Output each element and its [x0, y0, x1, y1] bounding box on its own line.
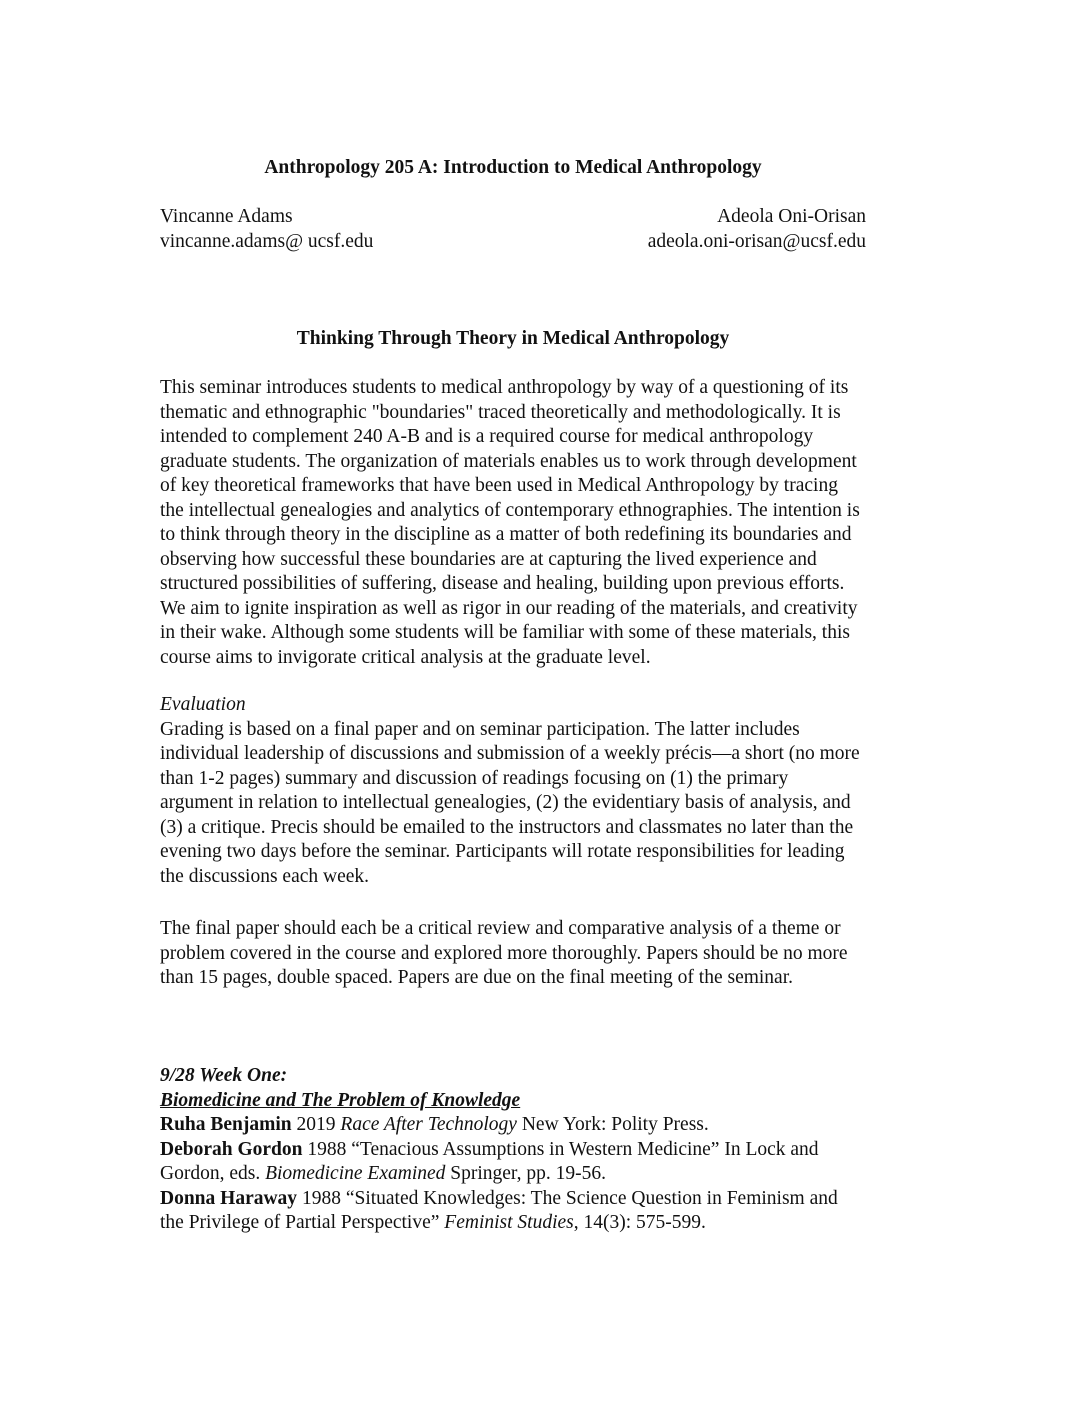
intro-paragraph	[160, 376, 930, 670]
paragraph-line: problem covered in the course and explored more thoroughly. Papers should be no more	[160, 942, 848, 964]
paragraph-line: We aim to ignite inspiration as well as rigor in our reading of the materials, and creativity	[160, 597, 858, 619]
reading-author: Deborah Gordon	[160, 1138, 303, 1160]
reading-entry	[160, 1113, 930, 1138]
reading-book-title: Race After Technology	[340, 1114, 517, 1135]
evaluation-heading: Evaluation	[160, 694, 246, 715]
reading-citation: , 14(3): 575-599.	[573, 1212, 706, 1233]
week-theme: Biomedicine and The Problem of Knowledge	[160, 1089, 521, 1111]
reading-citation: the Privilege of Partial Perspective”	[160, 1212, 445, 1233]
paragraph-line: observing how successful these boundaries are at capturing the lived experience and	[160, 548, 817, 570]
paragraph-line: This seminar introduces students to medical anthropology by way of a questioning of its	[160, 377, 849, 398]
evaluation-section	[160, 693, 930, 889]
instructor-email: adeola.oni-orisan@ucsf.edu	[647, 230, 866, 252]
final-paper-paragraph	[160, 917, 930, 991]
paragraph-line: the intellectual genealogies and analytics of contemporary ethnographies. The intention is	[160, 499, 860, 521]
paragraph-line: The final paper should each be a critical review and comparative analysis of a theme or	[160, 918, 841, 939]
paragraph-line: than 15 pages, double spaced. Papers are due on the final meeting of the seminar.	[160, 967, 794, 988]
course-title: Anthropology 205 A: Introduction to Medical Anthropology	[264, 157, 762, 178]
reading-year: 2019	[291, 1114, 341, 1135]
paragraph-line: structured possibilities of suffering, disease and healing, building upon previous efforts.	[160, 573, 845, 594]
paragraph-line: graduate students. The organization of materials enables us to work through development	[160, 450, 857, 472]
reading-entry	[160, 1138, 930, 1163]
reading-citation: 1988 “Situated Knowledges: The Science Question in Feminism and	[297, 1187, 838, 1209]
week-title: 9/28 Week One:	[160, 1065, 288, 1086]
paragraph-line: in their wake. Although some students will be familiar with some of these materials, this	[160, 622, 850, 643]
reading-author: Donna Haraway	[160, 1187, 298, 1209]
paragraph-line: argument in relation to intellectual genealogies, (2) the evidentiary basis of analysis, and	[160, 792, 851, 813]
instructor-name: Vincanne Adams	[160, 206, 293, 227]
paragraph-line: (3) a critique. Precis should be emailed to the instructors and classmates no later than the	[160, 816, 854, 838]
paragraph-line: evening two days before the seminar. Participants will rotate responsibilities for leading	[160, 841, 845, 862]
reading-entry	[160, 1187, 930, 1212]
paragraph-line: course aims to invigorate critical analysis at the graduate level.	[160, 646, 651, 668]
paragraph-line: of key theoretical frameworks that have been used in Medical Anthropology by tracing	[160, 475, 838, 496]
reading-citation: Gordon, eds.	[160, 1163, 266, 1184]
paragraph-line: intended to complement 240 A-B and is a required course for medical anthropology	[160, 426, 814, 447]
reading-publisher: New York: Polity Press.	[516, 1114, 709, 1135]
reading-entry-continued	[160, 1162, 930, 1187]
instructor-block-right	[648, 205, 866, 254]
seminar-title: Thinking Through Theory in Medical Anthropology	[296, 328, 730, 349]
instructor-name: Adeola Oni-Orisan	[717, 206, 866, 227]
reading-citation: Springer, pp. 19-56.	[445, 1163, 607, 1184]
instructor-email: vincanne.adams@ ucsf.edu	[160, 230, 374, 252]
reading-entry-continued	[160, 1211, 930, 1236]
reading-author: Ruha Benjamin	[160, 1114, 292, 1135]
reading-citation: 1988 “Tenacious Assumptions in Western Medicine” In Lock and	[302, 1138, 819, 1160]
paragraph-line: individual leadership of discussions and submission of a weekly précis—a short (no more	[160, 743, 860, 764]
week-one-section	[160, 1064, 930, 1236]
instructor-block-left	[160, 205, 373, 254]
reading-book-title: Biomedicine Examined	[265, 1163, 446, 1184]
reading-journal-title: Feminist Studies	[444, 1212, 574, 1233]
paragraph-line: to think through theory in the discipline as a matter of both redefining its boundaries and	[160, 524, 852, 545]
paragraph-line: Grading is based on a final paper and on seminar participation. The latter includes	[160, 718, 800, 740]
paragraph-line: thematic and ethnographic "boundaries" traced theoretically and methodologically. It is	[160, 401, 841, 423]
paragraph-line: the discussions each week.	[160, 865, 370, 887]
paragraph-line: than 1-2 pages) summary and discussion of readings focusing on (1) the primary	[160, 767, 789, 789]
